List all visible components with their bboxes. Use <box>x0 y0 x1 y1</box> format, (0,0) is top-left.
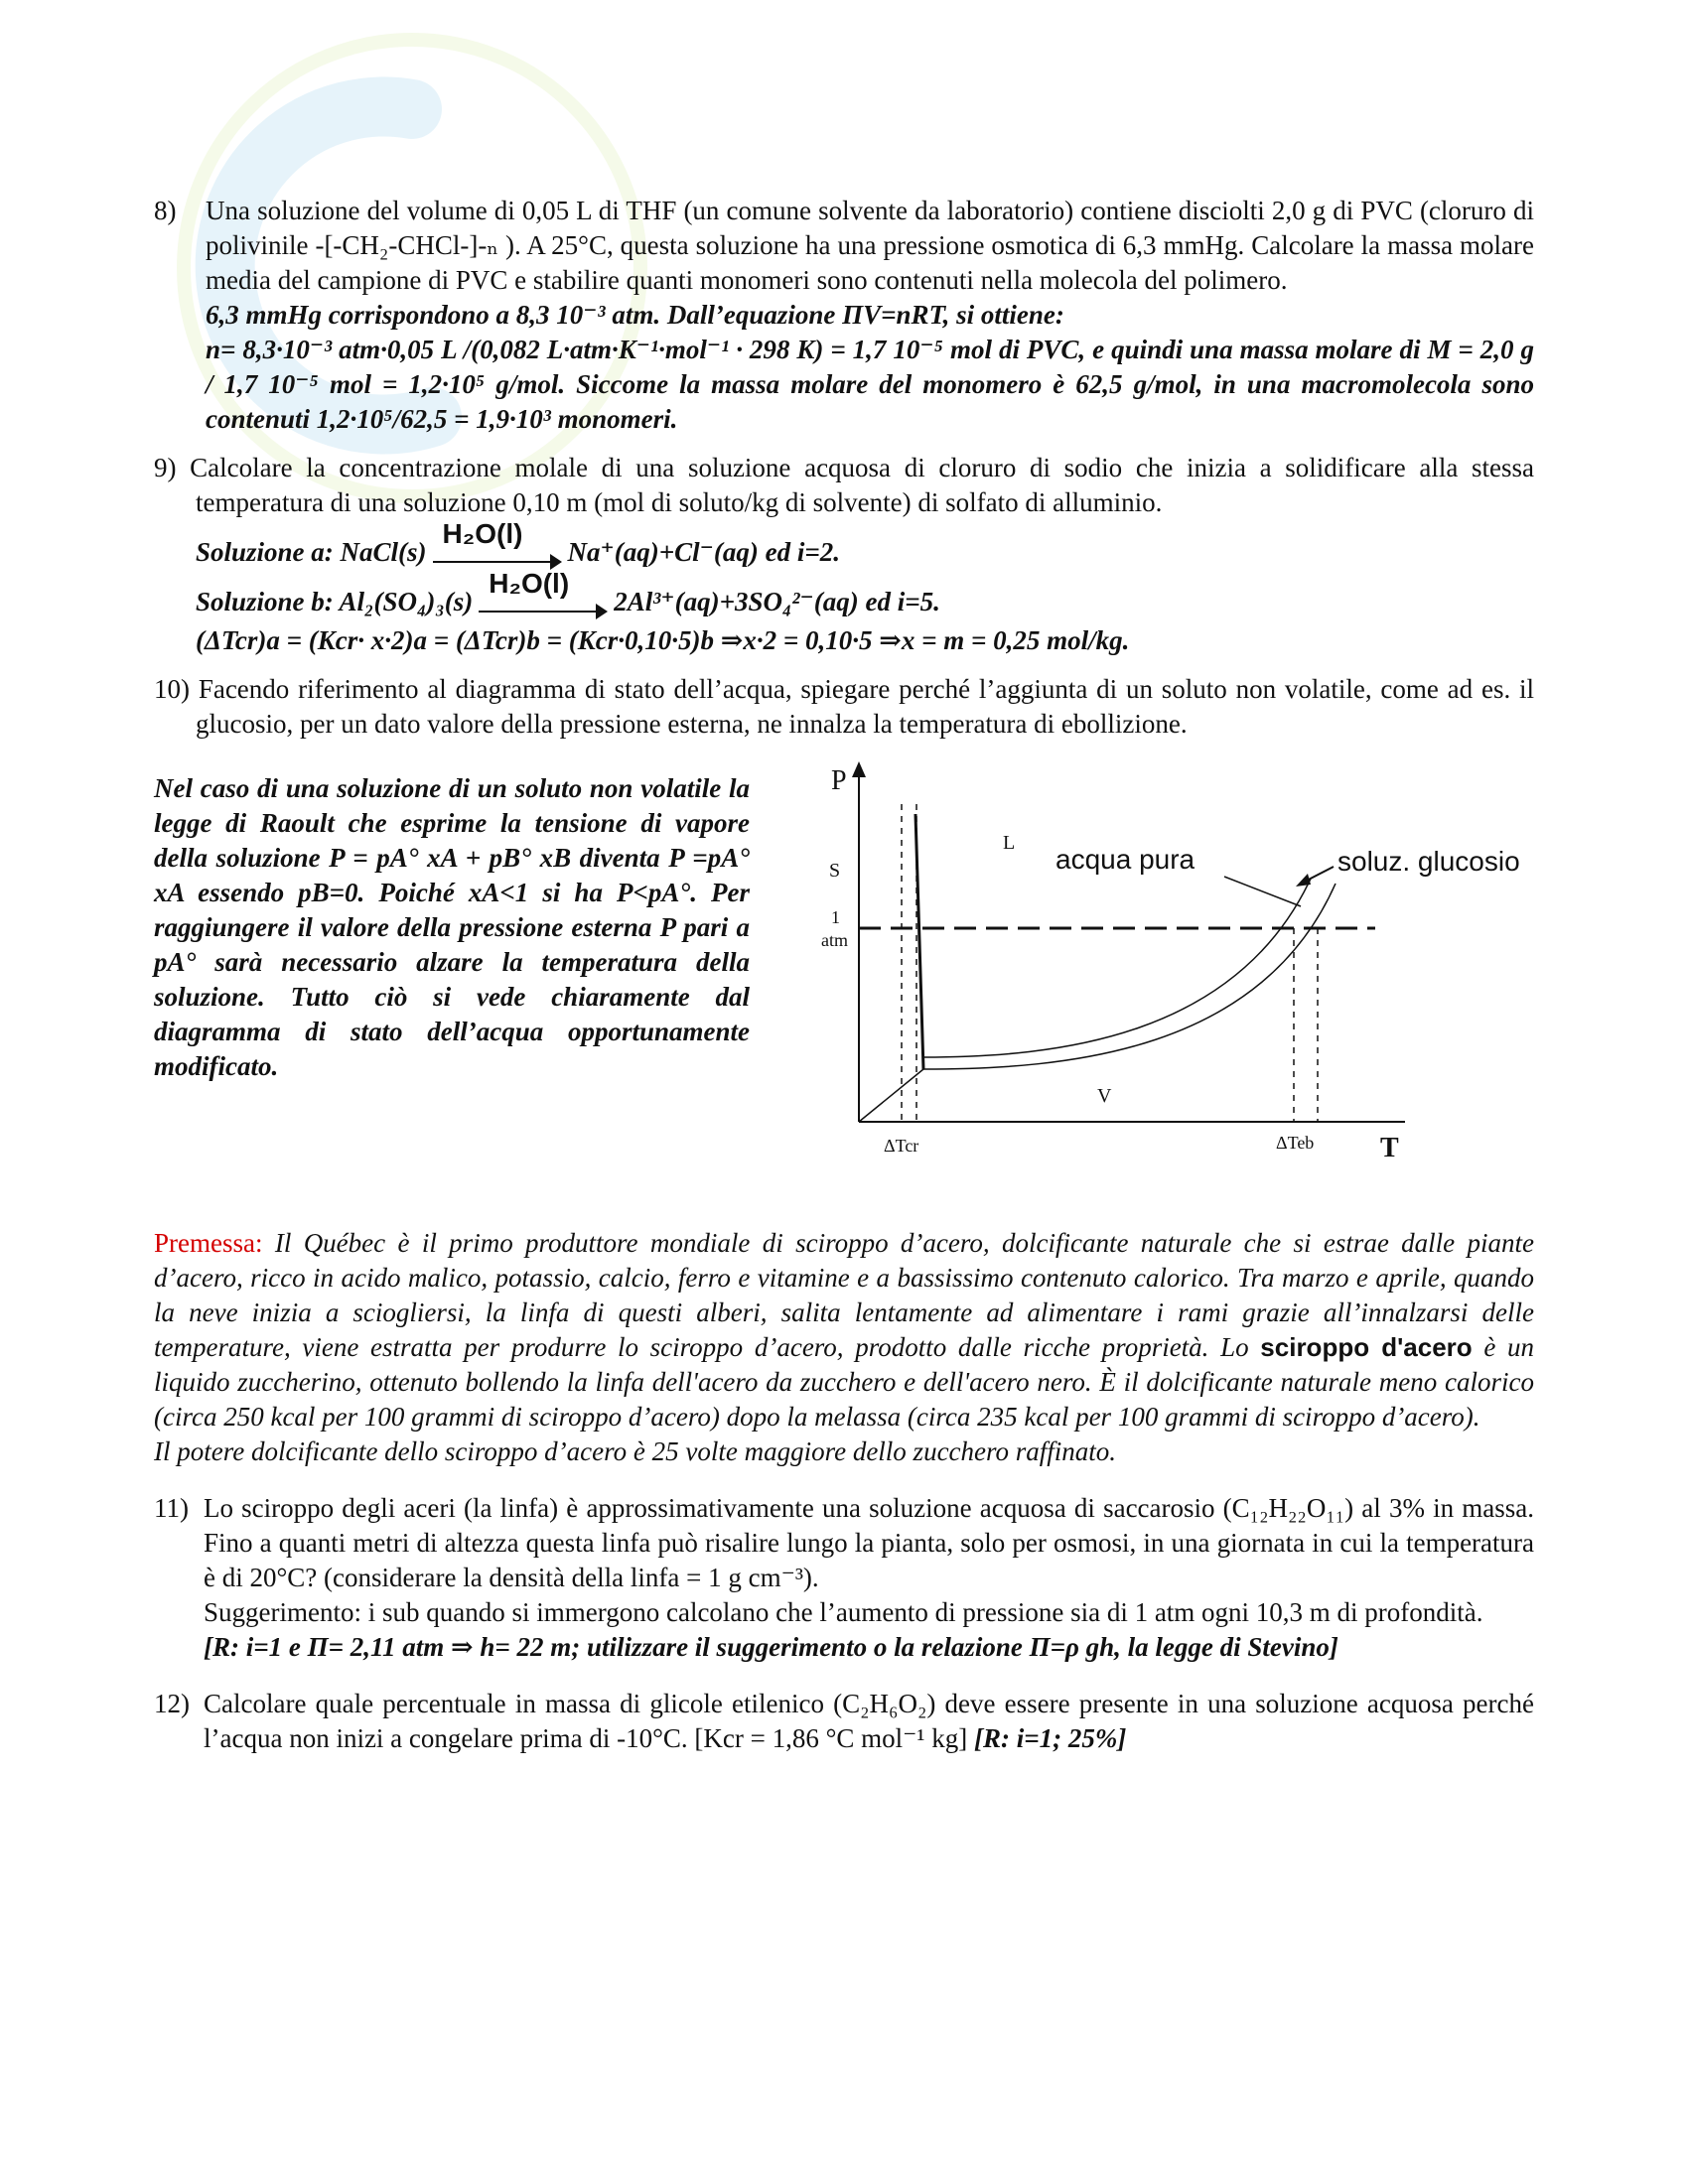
reaction-b: Soluzione b: Al₂(SO₄)₃(s) H₂O(l) 2Al³⁺(aq)+3SO₄²⁻(aq) ed i=5. <box>196 570 1534 619</box>
liquid-region-label: L <box>1003 832 1016 854</box>
glucose-solution-curve <box>923 884 1336 1069</box>
reaction-arrow: H₂O(l) <box>433 550 562 570</box>
exercise-8 <box>154 194 1534 437</box>
vapour-region-label: V <box>1097 1085 1112 1107</box>
solid-region-label: S <box>829 860 841 882</box>
exercise-answer: 6,3 mmHg corrispondono a 8,3 10⁻³ atm. Dall’equazione ΠV=nRT, si ottiene: <box>206 300 1064 330</box>
exercise-question: Lo sciroppo degli aceri (la linfa) è approssimativamente una soluzione acquosa di saccarosio (C₁₂H₂₂O₁₁) al 3% in massa. Fino a quanti metri di altezza questa linfa può risalire lungo la pianta, solo per osmosi, in una giornata in cui la temperatura è di 20°C? (considerare la densità della linfa = 1 g cm⁻³). <box>204 1493 1534 1592</box>
exercise-11 <box>154 1491 1534 1665</box>
exercise-9 <box>154 451 1534 658</box>
pure-water-pointer <box>1224 877 1301 906</box>
exercise-answer: [R: i=1; 25%] <box>973 1723 1127 1753</box>
exercise-number: 12) <box>154 1689 190 1718</box>
phase-diagram <box>760 759 1534 1176</box>
exercise-answer: Nel caso di una soluzione di un soluto non volatile la legge di Raoult che esprime la tensione di vapore della soluzione P = pA° xA + pB° xB diventa P =pA° xA essendo pB=0. Poiché xA<1 si ha P<pA°. Per raggiungere il valore della pressione esterna P pari a pA° sarà necessario alzare la temperatura della soluzione. Tutto ciò si vede chiaramente dal diagramma di stato dell’acqua opportunamente modificato. <box>154 773 750 1081</box>
atm-label: atm <box>821 930 848 950</box>
dteb-label: ΔTeb <box>1276 1133 1315 1153</box>
exercise-10 <box>154 672 1534 1176</box>
exercise-number: 11) <box>154 1493 189 1523</box>
page-content <box>154 194 1534 1756</box>
exercise-number: 9) <box>154 453 177 482</box>
exercise-answer: [R: i=1 e Π= 2,11 atm ⇒ h= 22 m; utilizzare il suggerimento o la relazione Π=ρ gh, la legge di Stevino] <box>204 1632 1338 1662</box>
one-atm-label: 1 <box>831 907 840 927</box>
exercise-number: 10) <box>154 674 190 704</box>
exercise-question: 10) Facendo riferimento al diagramma di stato dell’acqua, spiegare perché l’aggiunta di un soluto non volatile, come ad es. il glucosio, per un dato valore della pressione esterna, ne innalza la temperatura di ebollizione. <box>154 674 1534 739</box>
exercise-hint: Suggerimento: i sub quando si immergono calcolano che l’aumento di pressione sia di 1 atm ogni 10,3 m di profondità. <box>204 1597 1483 1627</box>
exercise-question: Una soluzione del volume di 0,05 L di THF (un comune solvente da laboratorio) contiene disciolti 2,0 g di PVC (cloruro di polivinile -[-CH₂-CHCl-]-ₙ ). A 25°C, questa soluzione ha una pressione osmotica di 6,3 mmHg. Calcolare la massa molare media del campione di PVC e stabilire quanti monomeri sono contenuti nella molecola del polimero. <box>206 196 1534 295</box>
glucose-label: soluz. glucosio <box>1337 846 1520 877</box>
pure-water-curve <box>923 879 1311 1057</box>
sublimation-curve <box>859 1069 923 1122</box>
reaction-a: Soluzione a: NaCl(s) H₂O(l) Na⁺(aq)+Cl⁻(aq) ed i=2. <box>196 520 1534 570</box>
premessa-paragraph: Premessa: Il Québec è il primo produttore mondiale di sciroppo d’acero, dolcificante naturale che si estrae dalle piante d’acero, ricco in acido malico, potassio, calcio, ferro e vitamine e a bassissimo contenuto calorico. Tra marzo e aprile, quando la neve inizia a sciogliersi, la linfa di questi alberi, salita lentamente ad alimentare i rami grazie all’innalzarsi delle temperature, viene estratta per produrre lo sciroppo d’acero, prodotto dalle ricche proprietà. Lo sciroppo d'acero è un liquido zuccherino, ottenuto bollendo la linfa dell'acero da zucchero e dell'acero nero. È il dolcificante naturale meno calorico (circa 250 kcal per 100 grammi di sciroppo d’acero) dopo la melassa (circa 235 kcal per 100 grammi di sciroppo d’acero). Il potere dolcificante dello sciroppo d’acero è 25 volte maggiore dello zucchero raffinato. <box>154 1228 1534 1466</box>
exercise-answer: n= 8,3·10⁻³ atm·0,05 L /(0,082 L·atm·K⁻¹·mol⁻¹ · 298 K) = 1,7 10⁻⁵ mol di PVC, e quindi una massa molare di M = 2,0 g / 1,7 10⁻⁵ mol = 1,2·10⁵ g/mol. Siccome la massa molare del monomero è 62,5 g/mol, in una macromolecola sono contenuti 1,2·10⁵/62,5 = 1,9·10³ monomeri. <box>206 335 1534 434</box>
exercise-number: 8) <box>154 196 177 225</box>
p-axis-arrowhead <box>852 761 866 777</box>
pure-water-label: acqua pura <box>1055 844 1196 875</box>
exercise-question: 9) Calcolare la concentrazione molale di una soluzione acquosa di cloruro di sodio che inizia a solidificare alla stessa temperatura di una soluzione 0,10 m (mol di soluto/kg di solvente) di solfato di alluminio. <box>154 453 1535 517</box>
exercise-answer: (ΔTcr)a = (Kcr· x·2)a = (ΔTcr)b = (Kcr·0,10·5)b ⇒x·2 = 0,10·5 ⇒x = m = 0,25 mol/kg. <box>196 625 1130 655</box>
bold-term: sciroppo d'acero <box>1260 1332 1473 1362</box>
exercise-question: Calcolare quale percentuale in massa di glicole etilenico (C₂H₆O₂) deve essere presente in una soluzione acquosa perché l’acqua non inizi a congelare prima di -10°C. [Kcr = 1,86 °C mol⁻¹ kg] [R: i=1; 25%] <box>204 1689 1534 1753</box>
premessa-label: Premessa: <box>154 1228 263 1258</box>
dtcr-label: ΔTcr <box>884 1136 919 1156</box>
glucose-pointer-head <box>1296 874 1311 887</box>
exercise-12 <box>154 1687 1534 1756</box>
p-axis-label: P <box>831 765 847 796</box>
t-axis-label: T <box>1380 1133 1399 1163</box>
reaction-arrow: H₂O(l) <box>479 600 608 619</box>
